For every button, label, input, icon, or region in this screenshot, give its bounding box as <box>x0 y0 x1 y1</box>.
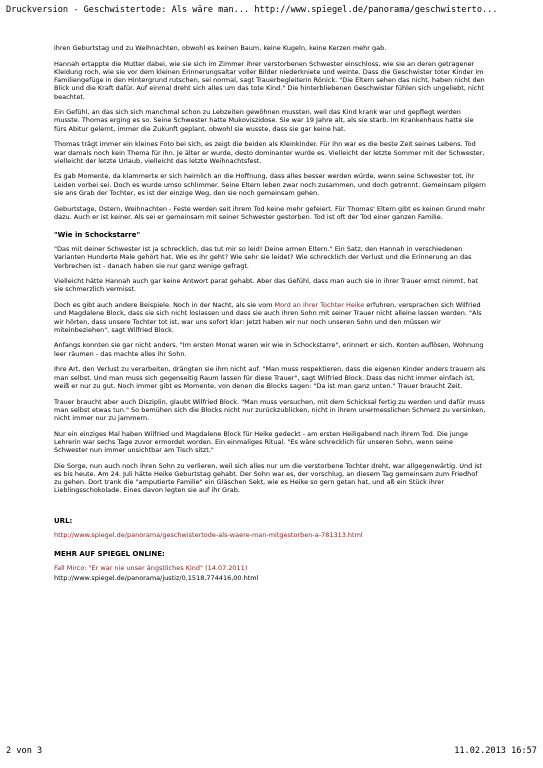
more-label: MEHR AUF SPIEGEL ONLINE: <box>54 549 165 558</box>
article-inline-link[interactable]: Mord an ihrer Tochter Heike <box>274 301 365 310</box>
section-heading: "Wie in Schockstarre" <box>54 230 141 239</box>
paragraph: Hannah ertappte die Mutter dabei, wie sie sich im Zimmer ihrer verstorbenen Schwester einschloss, wie sie an deren getragener Kleidung roch, wie sie vor dem kleinen Erinnerungsaltar voller Bilder niederkniete und weinte. Dass die Geschwister toter Kinder im Familiengefüge in den Hintergrund rutschen, sei normal, sagt Trauerbegleiterin Rönick. "Die Eltern sehen das nicht, haben nicht den Blick und die Kraft dafür. Auf einmal dreht sich alles um das tote Kind." Die hinterbliebenen Geschwister fühlen sich ungeliebt, nicht beachtet. <box>54 59 485 101</box>
paragraph: Nur ein einziges Mal haben Wilfried und Magdalene Block für Heike gedeckt - am ersten Heiligabend nach ihrem Tod. Die junge Lehrerin war sechs Tage zuvor ermordet worden. Ein einmaliges Ritual. "Es wäre schrecklich für unseren Sohn, wenn seine Schwester nun immer unsichtbar am Tisch sitzt." <box>54 429 468 455</box>
print-header: Druckversion - Geschwistertode: Als wäre man... http://www.spiegel.de/panorama/geschwisterto... <box>6 5 498 15</box>
related-article-url: http://www.spiegel.de/panorama/justiz/0,1518,774416,00.html <box>54 574 259 583</box>
paragraph: Geburtstage, Ostern, Weihnachten - Feste werden seit ihrem Tod keine mehr gefeiert. Für Thomas' Eltern gibt es keinen Grund mehr dazu. Auch er ist keiner. Als sei er gemeinsam mit seiner Schwester gestorben. Tod ist oft der Tod einer ganzen Familie. <box>54 204 486 221</box>
paragraph: Anfangs konnten sie gar nicht anders. "Im ersten Monat waren wir wie in Schockstarre", erinnert er sich. Konten auflösen, Wohnung leer räumen - das machte alles ihr Sohn. <box>54 341 484 358</box>
print-datetime: 11.02.2013 16:57 <box>454 746 537 756</box>
article-body <box>54 44 486 590</box>
paragraph-text: Doch es gibt auch andere Beispiele. Noch in der Nacht, als sie vom <box>54 301 275 310</box>
paragraph: ihren Geburtstag und zu Weihnachten, obwohl es keinen Baum, keine Kugeln, keine Kerzen mehr gab. <box>54 44 387 52</box>
page-number: 2 von 3 <box>6 746 43 756</box>
article-url-link[interactable]: http://www.spiegel.de/panorama/geschwistertode-als-waere-man-mitgestorben-a-781313.html <box>54 530 363 539</box>
paragraph: Die Sorge, nun auch noch ihren Sohn zu verlieren, weil sich alles nur um die verstorbene Tochter dreht, war allgegenwärtig. Und ist es bis heute. Am 24. Juli hätte Heike Geburtstag gehabt. Der Sohn war es, der vorschlug, an diesem Tag gemeinsam zum Friedhof zu gehen. Dort trank die "amputierte Familie" ein Gläschen Sekt, wie es Heike so gern getan hat, und aß ein Stück ihrer Lieblingsschokolade. Eines davon legten sie auf ihr Grab. <box>54 461 483 495</box>
paragraph-text: erfuhren, versprachen sich Wilfried und Magdalene Block, dass sie sich nicht loslassen und dass sie auch ihren Sohn mit seiner Trauer nicht alleine lassen werden. "Als wir hörten, dass unsere Tochter tot ist, war uns sofort klar: Jetzt haben wir nur noch unseren Sohn und den müssen wir miteinbeziehen", sagt Wilfried Block. <box>54 301 482 334</box>
paragraph: Vielleicht hätte Hannah auch gar keine Antwort parat gehabt. Aber das Gefühl, dass man auch sie in ihrer Trauer ernst nimmt, hat sie schmerzlich vermisst. <box>54 277 478 294</box>
paragraph: Es gab Momente, da klammerte er sich heimlich an die Hoffnung, dass alles besser werden würde, wenn seine Schwester tot, ihr Leiden vorbei sei. Doch es wurde umso schlimmer. Seine Eltern leben zwar noch zusammen, und doch getrennt. Gemeinsam pilgern sie ans Grab der Tochter, es ist der einzige Weg, den sie noch gemeinsam gehen. <box>54 172 486 197</box>
paragraph: Thomas trägt immer ein kleines Foto bei sich, es zeigt die beiden als Kleinkinder. Für ihn war es die beste Zeit seines Lebens. Tod war damals noch kein Thema für ihn. Je älter er wurde, desto dominanter wurde es. Vielleicht der letzte Sommer mit der Schwester, vielleicht der letzte Urlaub, vielleicht das letzte Weihnachtsfest. <box>54 140 485 165</box>
related-article-link[interactable]: Fall Mirco: "Er war nie unser ängstliches Kind" (14.07.2011) <box>54 564 248 573</box>
paragraph <box>54 301 486 334</box>
paragraph: Ein Gefühl, an das sich sich manchmal schon zu Lebzeiten gewöhnen mussten, weil das Kind krank war und gepflegt werden musste. Thomas erging es so. Seine Schwester hatte Mukoviszidose. Sie war 19 Jahre alt, als sie starb. Im Krankenhaus hatte sie fürs Abitur gelernt, immer die Zukunft geplant, obwohl sie wusste, dass sie gar keine hat. <box>54 108 474 133</box>
paragraph: Trauer braucht aber auch Disziplin, glaubt Wilfried Block. "Man muss versuchen, mit dem Schicksal fertig zu werden und dafür muss man selbst etwas tun." So bemühen sich die Blocks nicht nur zurückzublicken, nicht in ihrem unermesslichen Schmerz zu versinken, nicht immer nur zu jammern. <box>54 397 486 422</box>
url-label: URL: <box>54 516 73 525</box>
print-footer <box>6 746 537 756</box>
paragraph: "Das mit deiner Schwester ist ja schrecklich, das tut mir so leid! Deine armen Eltern." Ein Satz, den Hannah in verschiedenen Varianten Hunderte Male gehört hat. Wie es ihr geht? Wie sehr sie leidet? Wie schrecklich der Verlust und die Erinnerung an das Verbrechen ist - danach haben sie nur ganz wenige gefragt. <box>54 245 472 270</box>
paragraph: Ihre Art, den Verlust zu verarbeiten, drängten sie ihm nicht auf. "Man muss respektieren, dass die eigenen Kinder anders trauern als man selbst. Und man muss sich gegenseitig Raum lassen für diese Trauer", sagt Wilfried Block. Dass das nicht immer einfach ist, weiß er nur zu gut. Noch immer gibt es Momente, von denen die Blocks sagen: "Da ist man ganz unten." Trauer braucht Zeit. <box>54 365 486 390</box>
